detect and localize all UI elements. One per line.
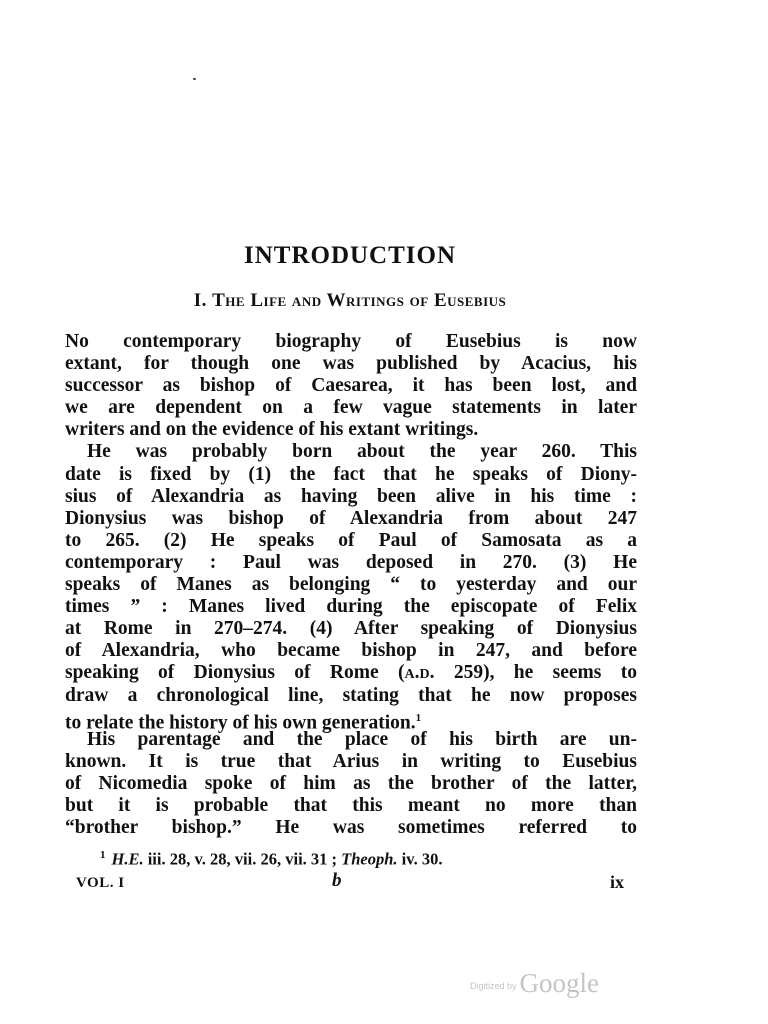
- text-line: speaks of Manes as belonging “ to yesterday and our: [65, 574, 637, 596]
- page-number: ix: [610, 872, 625, 892]
- text-line: of Nicomedia spoke of him as the brother of the latter,: [65, 772, 637, 794]
- watermark-brand: Google: [519, 968, 600, 998]
- gathering-signature: b: [332, 870, 342, 891]
- text-line-start: to relate the history of his own generation.: [65, 712, 416, 734]
- text-line: extant, for though one was published by Acacius, his: [65, 353, 637, 375]
- ad-label: a.d.: [404, 662, 435, 684]
- text-line: He was probably born about the year 260. This: [87, 441, 637, 463]
- footnote-refs: iii. 28, v. 28, vii. 26, vii. 31 ;: [143, 849, 342, 869]
- text-line: we are dependent on a few vague statements in later: [65, 397, 637, 419]
- text-line: writers and on the evidence of his extant writings.: [65, 419, 479, 441]
- section-title: [0, 290, 700, 312]
- volume-signature: VOL. I: [76, 875, 125, 891]
- text-line-start: speaking of Dionysius of Rome (: [65, 662, 405, 684]
- text-line: times ” : Manes lived during the episcopate of Felix: [65, 596, 637, 618]
- watermark-small-text: Digitized by: [470, 981, 517, 991]
- text-line-footnoted: [65, 707, 637, 734]
- footnote-mark: 1: [100, 849, 106, 861]
- text-line: “brother bishop.” He was sometimes referred to: [65, 817, 637, 839]
- text-line: Dionysius was bishop of Alexandria from about 247: [65, 507, 637, 529]
- section-number: I.: [193, 290, 213, 311]
- text-line: of Alexandria, who became bishop in 247, and before: [65, 640, 637, 662]
- text-line: successor as bishop of Caesarea, it has been lost, and: [65, 375, 637, 397]
- footnote-theoph: Theoph.: [341, 849, 398, 869]
- text-line: to 265. (2) He speaks of Paul of Samosata as a: [65, 529, 637, 551]
- text-line: No contemporary biography of Eusebius is now: [65, 331, 637, 352]
- body-text: [65, 331, 637, 839]
- footnote-reference[interactable]: 1: [415, 711, 422, 724]
- footnote: [100, 849, 442, 870]
- digitized-watermark: [470, 968, 599, 999]
- text-line-end: 259), he seems to: [434, 662, 637, 684]
- page-heading: INTRODUCTION: [243, 242, 457, 269]
- footnote-theoph-ref: iv. 30.: [397, 849, 443, 869]
- text-line: date is fixed by (1) the fact that he speaks of Diony-: [65, 463, 637, 485]
- ink-speck: [193, 78, 196, 80]
- text-line: contemporary : Paul was deposed in 270. (3) He: [65, 551, 637, 573]
- footnote-he: H.E.: [111, 849, 144, 869]
- text-line: at Rome in 270–274. (4) After speaking of Dionysius: [65, 618, 637, 640]
- text-line: draw a chronological line, stating that he now proposes: [65, 684, 637, 706]
- text-line: known. It is true that Arius in writing to Eusebius: [65, 750, 637, 772]
- text-line: His parentage and the place of his birth are un-: [87, 728, 637, 750]
- text-line: but it is probable that this meant no more than: [65, 794, 637, 816]
- text-line: sius of Alexandria as having been alive in his time :: [65, 485, 637, 507]
- text-line-ad: [65, 662, 637, 684]
- section-title-text: The Life and Writings of Eusebius: [212, 290, 507, 311]
